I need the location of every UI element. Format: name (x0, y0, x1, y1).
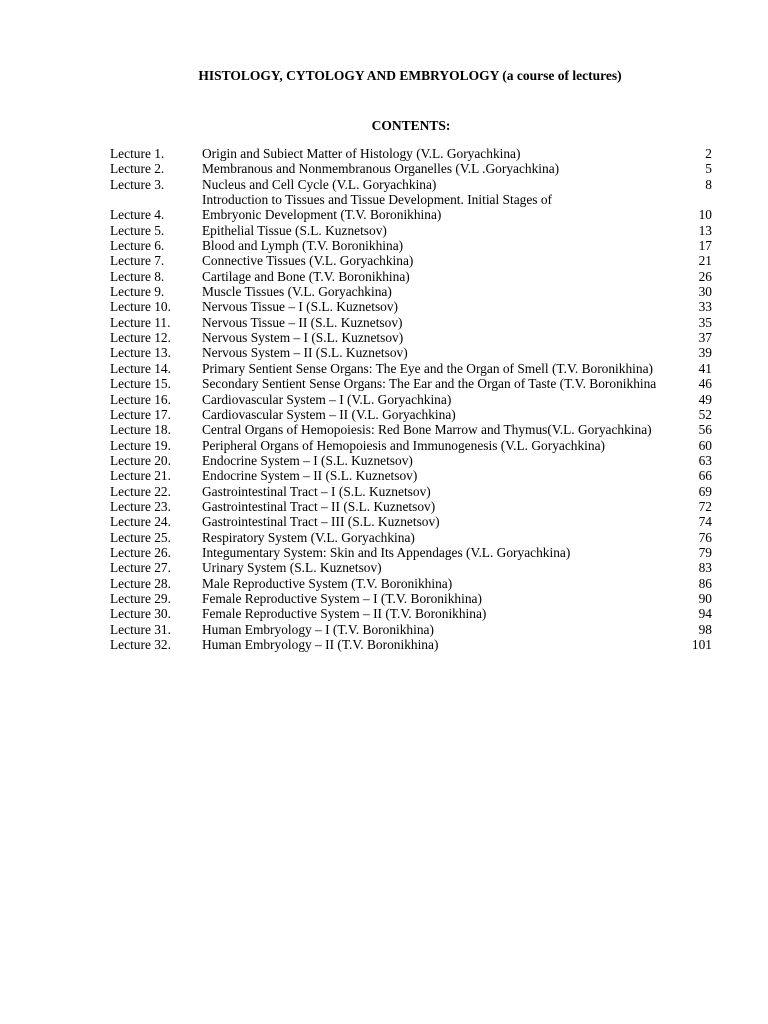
table-of-contents (110, 146, 712, 652)
page-number: 60 (698, 437, 712, 453)
page-number: 66 (698, 468, 712, 484)
lecture-title (202, 530, 682, 545)
lecture-number: Lecture 29. (110, 590, 171, 606)
toc-entry (110, 253, 712, 268)
lecture-title-line: Introduction to Tissues and Tissue Development. Initial Stages of (202, 192, 553, 208)
page-number: 39 (698, 345, 712, 361)
page-number: 35 (698, 314, 712, 330)
page-number: 8 (705, 176, 712, 192)
page-number: 5 (705, 161, 712, 177)
lecture-title-line: Nervous Tissue – II (S.L. Kuznetsov) (202, 314, 403, 330)
lecture-title-line: Female Reproductive System – II (T.V. Boronikhina) (202, 606, 487, 622)
toc-entry (110, 560, 712, 575)
page-number: 76 (698, 529, 712, 545)
lecture-title-line: Peripheral Organs of Hemopoiesis and Immunogenesis (V.L. Goryachkina) (202, 437, 605, 453)
lecture-number: Lecture 23. (110, 498, 171, 514)
toc-entry (110, 223, 712, 238)
page-number: 83 (698, 560, 712, 576)
lecture-title (202, 468, 682, 483)
toc-entry (110, 484, 712, 499)
toc-entry (110, 392, 712, 407)
lecture-number: Lecture 25. (110, 529, 171, 545)
lecture-title (202, 146, 682, 161)
lecture-number: Lecture 12. (110, 330, 171, 346)
page-number: 69 (698, 483, 712, 499)
document-title: HISTOLOGY, CYTOLOGY AND EMBRYOLOGY (a course of lectures) (198, 68, 622, 83)
lecture-title-line: Human Embryology – II (T.V. Boronikhina) (202, 637, 439, 652)
lecture-number: Lecture 21. (110, 468, 171, 484)
lecture-number: Lecture 9. (110, 284, 165, 300)
lecture-title-line: Nervous Tissue – I (S.L. Kuznetsov) (202, 299, 399, 315)
page-number: 74 (698, 514, 712, 530)
toc-entry (110, 376, 712, 391)
lecture-number: Lecture 5. (110, 222, 165, 238)
toc-entry (110, 345, 712, 360)
page-number: 21 (698, 253, 712, 269)
lecture-number: Lecture 15. (110, 376, 171, 392)
lecture-title (202, 315, 682, 330)
lecture-number: Lecture 11. (110, 314, 171, 330)
lecture-title-line: Origin and Subiect Matter of Histology (V.L. Goryachkina) (202, 146, 521, 161)
lecture-number: Lecture 26. (110, 544, 171, 560)
lecture-title-line: Gastrointestinal Tract – II (S.L. Kuznetsov) (202, 498, 436, 514)
lecture-title-line: Primary Sentient Sense Organs: The Eye and the Organ of Smell (T.V. Boronikhina) (202, 360, 653, 376)
lecture-title-line: Nervous System – I (S.L. Kuznetsov) (202, 330, 404, 346)
contents-heading: CONTENTS: (371, 118, 451, 133)
lecture-title (202, 223, 682, 238)
page-number: 17 (698, 238, 712, 254)
toc-entry (110, 146, 712, 161)
lecture-title (202, 438, 682, 453)
lecture-title (202, 269, 682, 284)
page-number: 49 (698, 391, 712, 407)
lecture-title-line: Integumentary System: Skin and Its Appendages (V.L. Goryachkina) (202, 544, 571, 560)
toc-entry (110, 637, 712, 652)
toc-entry (110, 315, 712, 330)
lecture-title-line: Cartilage and Bone (T.V. Boronikhina) (202, 268, 410, 284)
lecture-number: Lecture 2. (110, 161, 165, 177)
lecture-title-line: Female Reproductive System – I (T.V. Boronikhina) (202, 590, 482, 606)
lecture-number: Lecture 6. (110, 238, 165, 254)
page-number: 33 (698, 299, 712, 315)
toc-entry (110, 299, 712, 314)
lecture-title-line: Secondary Sentient Sense Organs: The Ear and the Organ of Taste (T.V. Boronikhina (202, 376, 657, 392)
lecture-title-line: Nucleus and Cell Cycle (V.L. Goryachkina) (202, 176, 437, 192)
toc-entry (110, 161, 712, 176)
lecture-title-line: Urinary System (S.L. Kuznetsov) (202, 560, 382, 576)
lecture-number: Lecture 30. (110, 606, 171, 622)
lecture-number: Lecture 17. (110, 406, 171, 422)
toc-entry (110, 591, 712, 606)
page-number: 56 (698, 422, 712, 438)
lecture-title-line: Respiratory System (V.L. Goryachkina) (202, 529, 415, 545)
toc-entry (110, 453, 712, 468)
lecture-title (202, 161, 682, 176)
lecture-title (202, 622, 682, 637)
toc-entry (110, 407, 712, 422)
page-number: 26 (698, 268, 712, 284)
lecture-number: Lecture 3. (110, 176, 165, 192)
lecture-title-line: Cardiovascular System – II (V.L. Goryachkina) (202, 406, 456, 422)
page-number: 90 (698, 590, 712, 606)
toc-entry (110, 269, 712, 284)
toc-entry (110, 238, 712, 253)
page-number: 101 (691, 637, 712, 652)
lecture-title (202, 392, 682, 407)
lecture-title (202, 361, 682, 376)
lecture-title (202, 422, 682, 437)
lecture-number: Lecture 24. (110, 514, 171, 530)
lecture-number: Lecture 28. (110, 575, 171, 591)
lecture-title-line: Blood and Lymph (T.V. Boronikhina) (202, 238, 404, 254)
lecture-number: Lecture 31. (110, 621, 171, 637)
toc-entry (110, 177, 712, 192)
lecture-title-line: Membranous and Nonmembranous Organelles (V.L .Goryachkina) (202, 161, 560, 177)
lecture-title (202, 499, 682, 514)
page-number: 98 (698, 621, 712, 637)
page-number: 2 (705, 146, 712, 161)
lecture-title-line: Embryonic Development (T.V. Boronikhina) (202, 207, 442, 223)
lecture-title-line: Gastrointestinal Tract – I (S.L. Kuznetsov) (202, 483, 431, 499)
page-number: 63 (698, 452, 712, 468)
page-number: 52 (698, 406, 712, 422)
page-number: 37 (698, 330, 712, 346)
page-number: 94 (698, 606, 712, 622)
lecture-title-line: Nervous System – II (S.L. Kuznetsov) (202, 345, 408, 361)
page-number: 41 (698, 360, 712, 376)
page-number: 10 (698, 207, 712, 223)
lecture-number: Lecture 22. (110, 483, 171, 499)
toc-entry (110, 530, 712, 545)
lecture-title (202, 238, 682, 253)
lecture-number: Lecture 27. (110, 560, 171, 576)
lecture-title (202, 453, 682, 468)
page-number: 13 (698, 222, 712, 238)
lecture-title-line: Cardiovascular System – I (V.L. Goryachkina) (202, 391, 452, 407)
lecture-number: Lecture 7. (110, 253, 165, 269)
lecture-title (202, 514, 682, 529)
toc-entry (110, 284, 712, 299)
page-number: 79 (698, 544, 712, 560)
lecture-number: Lecture 19. (110, 437, 171, 453)
toc-entry (110, 499, 712, 514)
lecture-title (202, 177, 682, 192)
lecture-title-line: Endocrine System – II (S.L. Kuznetsov) (202, 468, 418, 484)
lecture-number: Lecture 13. (110, 345, 171, 361)
lecture-title (202, 576, 682, 591)
lecture-title-line: Central Organs of Hemopoiesis: Red Bone Marrow and Thymus(V.L. Goryachkina) (202, 422, 652, 438)
lecture-number: Lecture 16. (110, 391, 171, 407)
page-number: 46 (698, 376, 712, 392)
lecture-title (202, 560, 682, 575)
lecture-title (202, 606, 682, 621)
lecture-number: Lecture 4. (110, 207, 165, 223)
lecture-title-line: Endocrine System – I (S.L. Kuznetsov) (202, 452, 413, 468)
lecture-title-line: Male Reproductive System (T.V. Boronikhina) (202, 575, 453, 591)
toc-entry (110, 606, 712, 621)
lecture-title (202, 330, 682, 345)
toc-entry (110, 622, 712, 637)
toc-entry (110, 576, 712, 591)
toc-entry (110, 422, 712, 437)
lecture-title (202, 545, 682, 560)
lecture-title-line: Muscle Tissues (V.L. Goryachkina) (202, 284, 392, 300)
toc-entry (110, 361, 712, 376)
toc-entry (110, 514, 712, 529)
lecture-number: Lecture 14. (110, 360, 171, 376)
toc-entry (110, 192, 712, 223)
toc-entry (110, 468, 712, 483)
lecture-title (202, 637, 682, 652)
page-number: 86 (698, 575, 712, 591)
lecture-title (202, 192, 682, 223)
lecture-number: Lecture 8. (110, 268, 165, 284)
lecture-title (202, 407, 682, 422)
toc-entry (110, 330, 712, 345)
lecture-title (202, 376, 682, 391)
lecture-number: Lecture 18. (110, 422, 171, 438)
lecture-title-line: Connective Tissues (V.L. Goryachkina) (202, 253, 414, 269)
lecture-title (202, 345, 682, 360)
lecture-title-line: Human Embryology – I (T.V. Boronikhina) (202, 621, 434, 637)
lecture-title-line: Epithelial Tissue (S.L. Kuznetsov) (202, 222, 387, 238)
lecture-title-line: Gastrointestinal Tract – III (S.L. Kuznetsov) (202, 514, 440, 530)
lecture-title (202, 284, 682, 299)
page-number: 30 (698, 284, 712, 300)
lecture-title (202, 591, 682, 606)
lecture-title (202, 253, 682, 268)
page-number: 72 (698, 498, 712, 514)
lecture-number: Lecture 1. (110, 146, 165, 161)
lecture-number: Lecture 10. (110, 299, 171, 315)
lecture-number: Lecture 32. (110, 637, 171, 652)
lecture-title (202, 299, 682, 314)
toc-entry (110, 545, 712, 560)
toc-entry (110, 438, 712, 453)
lecture-title (202, 484, 682, 499)
lecture-number: Lecture 20. (110, 452, 171, 468)
